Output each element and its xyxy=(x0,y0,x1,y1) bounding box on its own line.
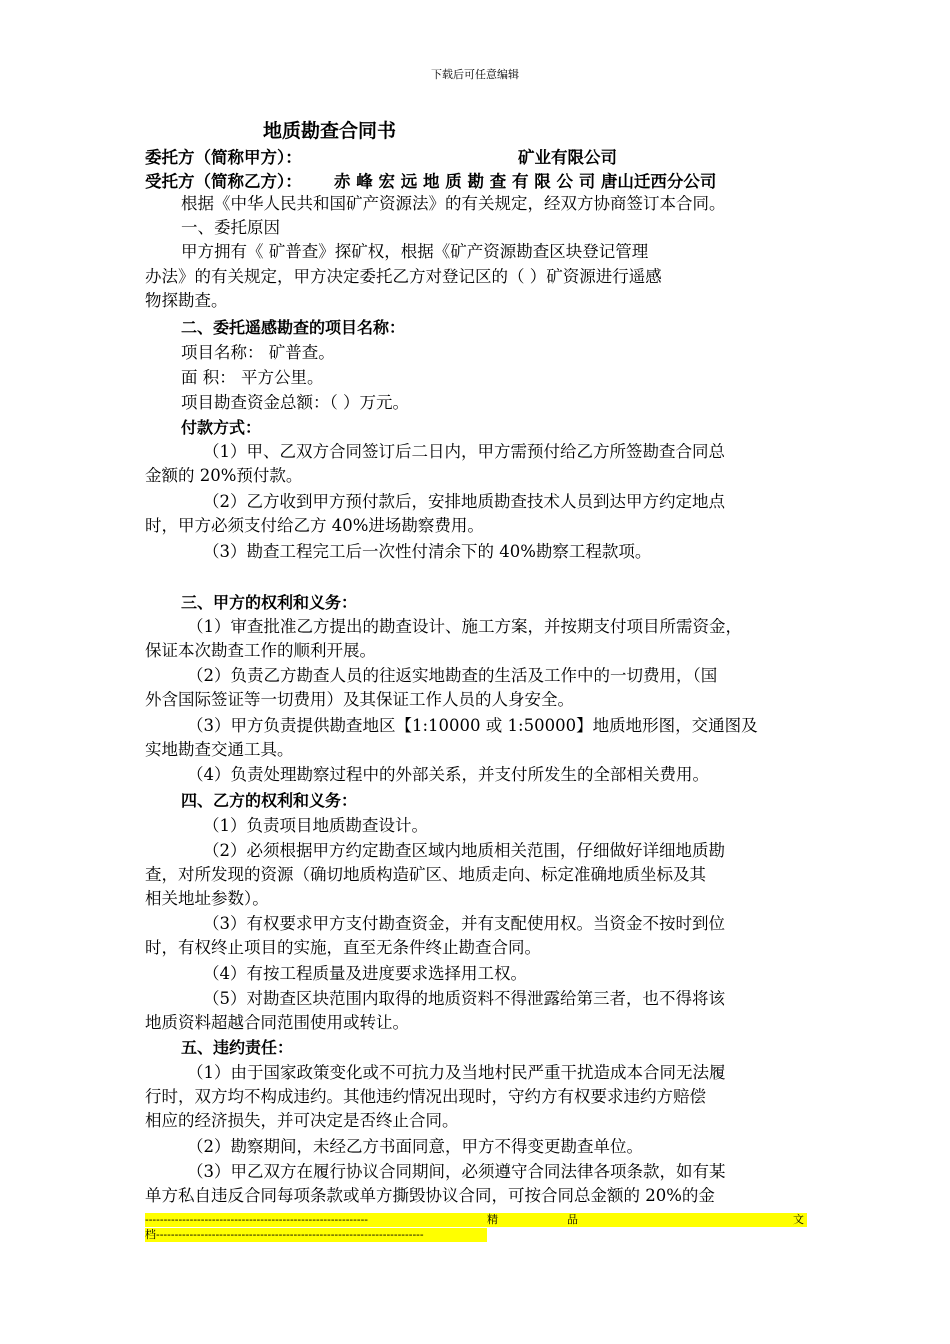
body-line: （1）审查批准乙方提出的勘查设计、施工方案，并按期支付项目所需资金， xyxy=(187,617,742,636)
body-line: 项目名称： 矿普查。 xyxy=(181,343,335,362)
document-title: 地质勘查合同书 xyxy=(263,120,397,142)
body-line: 时，甲方必须支付给乙方 40%进场勘察费用。 xyxy=(145,516,484,535)
body-line: 办法》的有关规定，甲方决定委托乙方对登记区的（ ）矿资源进行遥感 xyxy=(145,267,662,286)
body-line: 外含国际签证等一切费用）及其保证工作人员的人身安全。 xyxy=(145,690,574,709)
body-line: （4）有按工程质量及进度要求选择用工权。 xyxy=(203,964,527,983)
body-line: （1）负责项目地质勘查设计。 xyxy=(203,816,428,835)
contractor-label: 受托方（简称乙方）： xyxy=(145,172,302,191)
body-line: 时，有权终止项目的实施，直至无条件终止勘查合同。 xyxy=(145,938,541,957)
section-heading: 二、委托遥感勘查的项目名称： xyxy=(181,318,406,337)
body-line: 面 积： 平方公里。 xyxy=(181,368,324,387)
body-line: 地质资料超越合同范围使用或转让。 xyxy=(145,1013,409,1032)
body-line: （1）甲、乙双方合同签订后二日内，甲方需预付给乙方所签勘查合同总 xyxy=(203,442,725,461)
page-header: 下载后可任意编辑 xyxy=(431,68,519,81)
body-line: 甲方拥有《 矿普查》探矿权，根据《矿产资源勘查区块登记管理 xyxy=(181,242,649,261)
section-heading: 付款方式： xyxy=(181,418,262,437)
body-line: 查，对所发现的资源（确切地质构造矿区、地质走向、标定准确地质坐标及其 xyxy=(145,865,706,884)
footer-dashes: ------------------------------------------------------------ xyxy=(145,1213,369,1226)
footer-char-1: 精 xyxy=(487,1213,498,1226)
footer-char-3: 文 xyxy=(793,1213,804,1226)
body-line: 相关地址参数）。 xyxy=(145,889,269,908)
footer-banner xyxy=(145,1213,807,1227)
section-heading: 五、违约责任： xyxy=(181,1038,294,1057)
section-heading: 四、乙方的权利和义务： xyxy=(181,791,358,810)
body-line: （3）勘查工程完工后一次性付清余下的 40%勘察工程款项。 xyxy=(203,542,652,561)
body-line: （3）有权要求甲方支付勘查资金，并有支配使用权。当资金不按时到位 xyxy=(203,914,725,933)
body-line: （2）必须根据甲方约定勘查区域内地质相关范围，仔细做好详细地质勘 xyxy=(203,841,725,860)
section-heading: 三、甲方的权利和义务： xyxy=(181,593,358,612)
body-line: （5）对勘查区块范围内取得的地质资料不得泄露给第三者，也不得将该 xyxy=(203,989,725,1008)
body-line: （4）负责处理勘察过程中的外部关系，并支付所发生的全部相关费用。 xyxy=(187,765,709,784)
client-label: 委托方（简称甲方）： xyxy=(145,148,302,167)
body-line: 物探勘查。 xyxy=(145,291,228,310)
body-line: 保证本次勘查工作的顺利开展。 xyxy=(145,641,376,660)
body-line: （1）由于国家政策变化或不可抗力及当地村民严重干扰造成本合同无法履 xyxy=(187,1063,726,1082)
body-line: 行时，双方均不构成违约。其他违约情况出现时，守约方有权要求违约方赔偿 xyxy=(145,1087,706,1106)
body-line: 单方私自违反合同每项条款或单方撕毁协议合同，可按合同总金额的 20%的金 xyxy=(145,1186,715,1205)
body-line: （2）勘察期间，未经乙方书面同意，甲方不得变更勘查单位。 xyxy=(187,1137,643,1156)
body-line: （2）乙方收到甲方预付款后，安排地质勘查技术人员到达甲方约定地点 xyxy=(203,492,725,511)
contractor-name: 赤 峰 宏 远 地 质 勘 查 有 限 公 司 唐山迁西分公司 xyxy=(334,172,717,191)
footer-char-2: 品 xyxy=(567,1213,578,1226)
footer-banner-line2: 档------------------------------------------------------------------------ xyxy=(145,1228,487,1242)
body-line: 实地勘查交通工具。 xyxy=(145,740,294,759)
body-line: 根据《中华人民共和国矿产资源法》的有关规定，经双方协商签订本合同。 xyxy=(181,194,726,213)
body-line: （3）甲乙双方在履行协议合同期间，必须遵守合同法律各项条款，如有某 xyxy=(187,1162,726,1181)
body-line: 项目勘查资金总额：（ ）万元。 xyxy=(181,393,409,412)
body-line: 金额的 20%预付款。 xyxy=(145,466,303,485)
body-line: （2）负责乙方勘查人员的往返实地勘查的生活及工作中的一切费用，（国 xyxy=(187,666,718,685)
body-line: 一、委托原因 xyxy=(181,218,280,237)
body-line: （3）甲方负责提供勘查地区【1:10000 或 1:50000】地质地形图，交通图及 xyxy=(187,716,758,735)
client-name: 矿业有限公司 xyxy=(518,148,617,167)
body-line: 相应的经济损失，并可决定是否终止合同。 xyxy=(145,1111,459,1130)
